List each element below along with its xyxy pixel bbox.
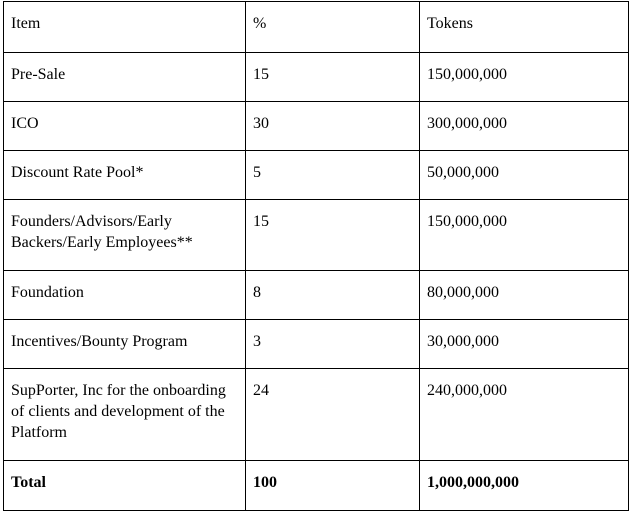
row-percent: 24 xyxy=(246,369,420,461)
table-total-row xyxy=(4,461,629,511)
row-percent: 8 xyxy=(246,271,420,320)
row-tokens: 240,000,000 xyxy=(420,369,629,461)
row-tokens: 30,000,000 xyxy=(420,320,629,369)
table-header-row xyxy=(4,2,629,53)
row-item: Incentives/Bounty Program xyxy=(4,320,246,369)
token-allocation-table xyxy=(3,1,629,511)
row-percent: 30 xyxy=(246,102,420,151)
table-row xyxy=(4,102,629,151)
row-item: Discount Rate Pool* xyxy=(4,151,246,200)
row-tokens: 300,000,000 xyxy=(420,102,629,151)
total-tokens: 1,000,000,000 xyxy=(420,461,629,511)
table-row xyxy=(4,200,629,271)
table-row xyxy=(4,320,629,369)
header-item: Item xyxy=(4,2,246,53)
table-row xyxy=(4,271,629,320)
row-item: Foundation xyxy=(4,271,246,320)
row-item: Pre-Sale xyxy=(4,53,246,102)
row-item: Founders/Advisors/Early Backers/Early Employees** xyxy=(4,200,246,271)
row-tokens: 80,000,000 xyxy=(420,271,629,320)
total-percent: 100 xyxy=(246,461,420,511)
table-row xyxy=(4,369,629,461)
row-percent: 15 xyxy=(246,200,420,271)
row-percent: 3 xyxy=(246,320,420,369)
row-tokens: 50,000,000 xyxy=(420,151,629,200)
total-label: Total xyxy=(4,461,246,511)
table-row xyxy=(4,53,629,102)
row-percent: 15 xyxy=(246,53,420,102)
row-item: ICO xyxy=(4,102,246,151)
table-row xyxy=(4,151,629,200)
header-percent: % xyxy=(246,2,420,53)
header-tokens: Tokens xyxy=(420,2,629,53)
row-tokens: 150,000,000 xyxy=(420,200,629,271)
row-percent: 5 xyxy=(246,151,420,200)
row-tokens: 150,000,000 xyxy=(420,53,629,102)
row-item: SupPorter, Inc for the onboarding of clients and development of the Platform xyxy=(4,369,246,461)
